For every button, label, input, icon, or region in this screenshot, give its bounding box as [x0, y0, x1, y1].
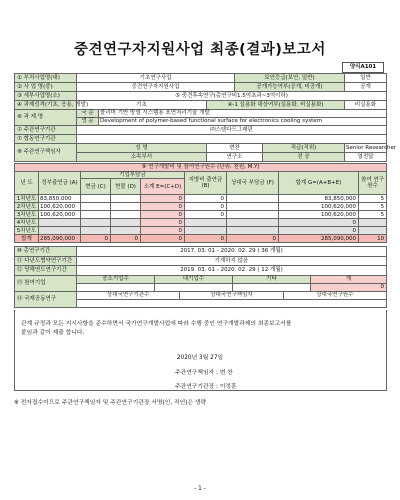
cell-local	[185, 219, 227, 227]
cell-year: 5차년도	[15, 227, 39, 235]
value-total-period: 2017. 03. 01 - 2020. 02. 29 ( 36 개월)	[77, 247, 387, 257]
cell-cash	[81, 203, 111, 211]
col-private-fund: 기업부담금	[81, 172, 185, 179]
value-project-type: 기초	[77, 101, 207, 110]
value-ministry-program: 기초연구사업	[77, 74, 235, 83]
cell-researchers: 5	[359, 211, 387, 219]
page-number: - 1 -	[194, 486, 206, 492]
submission-date: 2020년 3월 27일	[176, 355, 224, 361]
label-large-company-count: 대기업수	[155, 276, 233, 284]
cell-cash	[81, 211, 111, 219]
intl-value-cell	[77, 300, 387, 308]
cell-kind: 0	[111, 235, 141, 243]
cell-researchers: 5	[359, 203, 387, 211]
cell-total: 83,850,000	[279, 195, 359, 203]
cell-subtotal: 0	[141, 211, 185, 219]
cell-year: 2차년도	[15, 203, 39, 211]
label-pi-name: 성 명	[77, 144, 207, 153]
intl-header-cell	[77, 292, 387, 300]
cell-kind	[111, 195, 141, 203]
cell-local: 0	[185, 195, 227, 203]
cell-researchers	[359, 227, 387, 235]
value-large-company-count	[155, 284, 233, 292]
funding-row	[15, 219, 387, 227]
col-researchers: 참여 연구원수	[359, 172, 387, 195]
label-other-count: 기타	[233, 276, 311, 284]
cell-total: 0	[279, 227, 359, 235]
label-korean-name: 국 문	[77, 110, 99, 118]
cell-local	[185, 227, 227, 235]
signature-pi: 주관연구책임자 : 변 찬	[175, 370, 233, 376]
value-public-availability: 공개	[345, 83, 387, 92]
label-security-level: 보안등급(보안, 일반)	[235, 74, 345, 83]
cell-cash	[81, 219, 111, 227]
value-sme-count	[77, 284, 155, 292]
notice-text	[15, 310, 386, 338]
value-coop-institution	[77, 135, 387, 144]
cell-kind	[111, 219, 141, 227]
info-table	[14, 73, 397, 162]
funding-table	[14, 163, 387, 243]
value-lead-institution: ㈜스텐다드그래핀	[77, 126, 387, 135]
col-cash: 현금 (C)	[81, 179, 111, 195]
label-pi-department: 소속부서	[77, 153, 207, 162]
cell-cash: 0	[81, 235, 111, 243]
col-gov-fund: 정부출연금 (A)	[39, 172, 81, 195]
cell-partner	[227, 203, 279, 211]
label-international-research: ⑭ 국제공동연구	[15, 292, 77, 308]
cell-kind	[111, 211, 141, 219]
cell-researchers: 10	[359, 235, 387, 243]
cell-year: 3차년도	[15, 211, 39, 219]
cell-subtotal: 0	[141, 235, 185, 243]
label-partner-institutions: 상대국연구기관수	[77, 292, 180, 298]
cell-local: 0	[185, 211, 227, 219]
label-pi-major: 전 공	[263, 153, 345, 162]
cell-gov	[39, 227, 81, 235]
label-current-period: ⑫ 당해연도연구기간	[15, 266, 77, 276]
cell-cash	[81, 195, 111, 203]
cell-subtotal: 0	[141, 195, 185, 203]
col-partner-fund: 상대국 부담금 (F)	[227, 172, 279, 195]
cell-partner	[227, 211, 279, 219]
cell-gov: 285,090,000	[39, 235, 81, 243]
label-program: ② 사 업 명(중)	[15, 83, 77, 92]
submission-notice	[14, 310, 387, 391]
label-company-total: 계	[311, 276, 387, 284]
cell-subtotal: 0	[141, 227, 185, 235]
label-partner-researchers: 상대국연구원수	[316, 292, 354, 299]
col-year: 년 도	[15, 172, 39, 195]
funding-row	[15, 195, 387, 203]
label-project-name: ⑥ 과 제 명	[15, 110, 77, 126]
value-program: 중견연구자지원사업	[77, 83, 235, 92]
funding-row	[15, 211, 387, 219]
funding-header: ⑨ 연구개발비 및 참여연구원수 (단위: 천원, M.Y)	[15, 164, 387, 172]
value-english-name: Development of polymer-based functional surface for electronics cooling system	[99, 118, 387, 126]
cell-researchers: 5	[359, 195, 387, 203]
signature-head: 주관연구기관장 : 이정훈	[175, 384, 237, 390]
notice-line-1: 관계 규정과 모든 지시사항을 준수하면서 국가연구개발사업에 따라 수행 중인 연구개발과제의 최종보고서를	[21, 321, 292, 327]
label-sub-program: ③ 세부사업명(소)	[15, 92, 77, 101]
cell-subtotal: 0	[141, 219, 185, 227]
col-total: 합계 G=(A+B+E)	[279, 172, 359, 195]
cell-total: 0	[279, 219, 359, 227]
value-pi-title: Senior Researcher	[346, 144, 397, 151]
label-coop-institution: ⑦ 협동연구기관	[15, 135, 77, 144]
cell-kind	[111, 227, 141, 235]
funding-row	[15, 203, 387, 211]
cell-year: 4차년도	[15, 219, 39, 227]
cell-year: 합계	[15, 235, 39, 243]
label-participating-companies: ⑬ 참여기업	[15, 276, 77, 292]
label-pi-title: 직급(직위)	[263, 144, 345, 153]
cell-local: 0	[185, 203, 227, 211]
value-pi-department: 연구소	[207, 153, 263, 162]
cell-partner	[227, 195, 279, 203]
funding-total-row	[15, 235, 387, 243]
label-principal-investigator: ⑧ 주관연구책임자	[15, 144, 77, 162]
cell-gov: 83,850,000	[39, 195, 81, 203]
label-lead-institution: ⑦ 주관연구기관	[15, 126, 77, 135]
label-english-name: 영 문	[77, 118, 99, 126]
form-id-badge: 양식A101	[342, 62, 384, 73]
value-pi-major: 열전달	[345, 153, 387, 162]
cell-researchers	[359, 219, 387, 227]
cell-cash	[81, 227, 111, 235]
value-korean-name: 폴리머 기반 방열 시스템용 표면처리기술 개발	[99, 110, 387, 118]
value-company-total: 0	[311, 284, 387, 292]
label-partner-pi: 상대국연구책임자	[180, 292, 283, 298]
label-public-availability: 공개가능여부(공개, 비공개)	[235, 83, 345, 92]
value-multiyear-period: 기재하지 않음	[77, 257, 387, 266]
cell-partner	[227, 219, 279, 227]
funding-row	[15, 227, 387, 235]
value-commercialization: 비실용화	[345, 101, 387, 110]
label-commercialization: ④-1 실용화 대상여부(실용화, 비실용화)	[207, 101, 345, 110]
cell-total: 100,620,000	[279, 203, 359, 211]
cell-total: 100,620,000	[279, 211, 359, 219]
label-project-type: ④ 과제성격(기초, 응용, 개발)	[15, 101, 77, 110]
col-in-kind: 현물 (D)	[111, 179, 141, 195]
cell-gov	[39, 219, 81, 227]
value-security-level: 일반	[345, 74, 387, 83]
cell-local: 0	[185, 235, 227, 243]
label-sme-count: 중소기업수	[77, 276, 155, 284]
label-total-period: ⑩ 총연구기간	[15, 247, 77, 257]
col-local-fund: 지방비 출연금 (B)	[185, 172, 227, 195]
value-pi-name: 변찬	[207, 144, 263, 153]
footnote-line: ※ 전자접수이므로 주관연구책임자 및 주관연구기관장 서명(인, 직인)은 생략	[14, 400, 207, 406]
value-other-count	[233, 284, 311, 292]
label-ministry-program: ① 부처사업명(대)	[15, 74, 77, 83]
page-title: 중견연구자지원사업 최종(결과)보고서	[74, 42, 326, 58]
value-current-period: 2019. 03. 01 - 2020. 02. 29 ( 12 개월)	[77, 266, 387, 276]
cell-kind	[111, 203, 141, 211]
cell-gov: 100,620,000	[39, 211, 81, 219]
cell-subtotal: 0	[141, 203, 185, 211]
cell-partner	[227, 227, 279, 235]
col-subtotal: 소계 E=(C+D)	[141, 179, 185, 195]
cell-gov: 100,620,000	[39, 203, 81, 211]
label-multiyear-period: ⑪ 다년도협약연구기간	[15, 257, 77, 266]
value-sub-program: ⑤ 중견후속연구(총연구비1.5억초과~3억이하)	[77, 92, 387, 101]
cell-total: 285,090,000	[279, 235, 359, 243]
cell-partner: 0	[227, 235, 279, 243]
notice-line-2: 붙임과 같이 제출 합니다.	[21, 330, 85, 336]
period-table	[14, 246, 387, 308]
cell-year: 1차년도	[15, 195, 39, 203]
